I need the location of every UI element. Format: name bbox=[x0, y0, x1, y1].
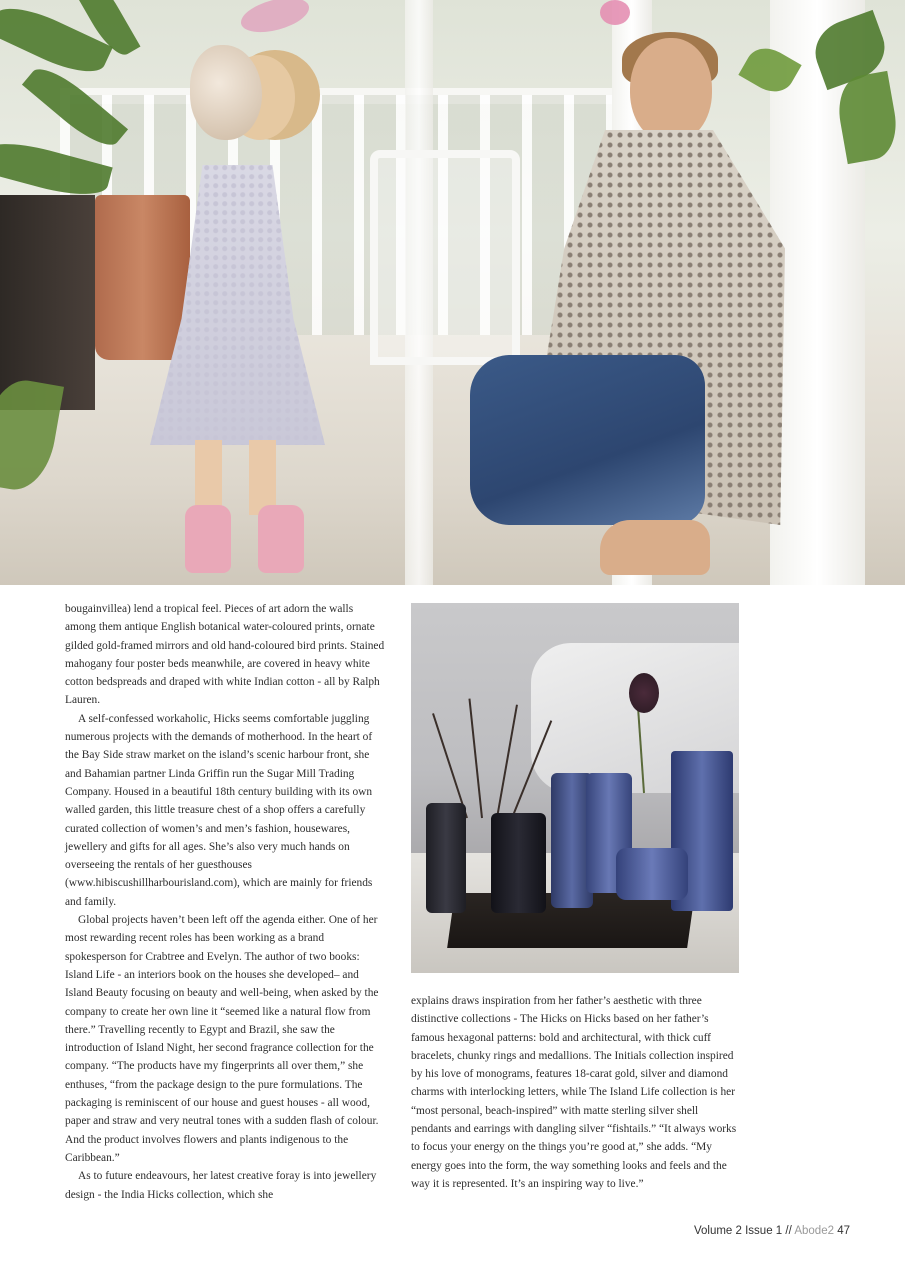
paragraph: As to future endeavours, her latest creative foray is into jewellery design - the India Hicks collection, which she bbox=[65, 1170, 377, 1201]
issue-label: Volume 2 Issue 1 // bbox=[693, 1225, 792, 1237]
article-column-left bbox=[65, 600, 385, 1204]
woman-jeans bbox=[470, 355, 705, 525]
woman-bare-feet bbox=[600, 520, 710, 575]
article-column-right bbox=[411, 992, 741, 1193]
magazine-name: Abode2 bbox=[794, 1225, 834, 1237]
terracotta-planter bbox=[95, 195, 190, 360]
page-footer bbox=[694, 1225, 850, 1237]
white-chair bbox=[370, 150, 520, 365]
orchid-flower bbox=[629, 673, 659, 713]
photo-india-hicks-products bbox=[411, 603, 739, 973]
pink-sneaker-left bbox=[185, 505, 231, 573]
black-candle bbox=[426, 803, 466, 913]
dark-wood-table bbox=[0, 195, 95, 410]
pink-sneaker-right bbox=[258, 505, 304, 573]
conch-shell bbox=[190, 45, 262, 140]
page-number: 47 bbox=[837, 1225, 850, 1237]
woman-head bbox=[630, 38, 712, 143]
paragraph: Global projects haven’t been left off the agenda either. One of her most rewarding recent roles has been working as a brand spokesperson for Crabtree and Evelyn. The author of two books: Island Life - an interiors book on the houses she developed– and Island Beauty focusing on beauty and well-being, when asked by the company to create her own line it “seemed like a natural flow from there.” Travelling recently to Egypt and Brazil, she saw the introduction of Island Night, her second fragrance collection for the company. “The products have my fingerprints all over them,” she enthuses, “from the package design to the pure formulations. The packaging is reminiscent of our house and guest houses - all wood, paper and straw and very neutral tones with a sudden flash of colour. And the product involves flowers and plants indigenous to the Caribbean.” bbox=[65, 914, 379, 1164]
paragraph: explains draws inspiration from her father’s aesthetic with three distinctive collections - The Hicks on Hicks based on her father’s famous hexagonal patterns: bold and architectural, with thick cuff bracelets, chunky rings and medallions. The Initials collection inspired by his love of monograms, features 18-carat gold, silver and diamond charms with interlocking letters, while The Island Life collection is her “most personal, beach-inspired” with matte sterling silver shell pendants and earrings with dangling silver “fishtails.” “It always works to focus your energy on the things you’re good at,” she adds. “My energy goes into the form, the way something looks and feels and the way it is represented. It’s an inspiring way to live.” bbox=[411, 995, 737, 1190]
blue-jar bbox=[616, 848, 688, 900]
paragraph: A self-confessed workaholic, Hicks seems comfortable juggling numerous projects with the demands of motherhood. In the heart of the Bay Side straw market on the island’s scenic harbour front, she and Bahamian partner Linda Griffin run the Sugar Mill Trading Company. Housed in a beautiful 18th century building with its own walled garden, this little treasure chest of a shop offers a carefully curated collection of women’s and men’s fashion, housewares, jewellery and gifts for all ages. She’s also very much hands on overseeing the rentals of her guesthouses (www.hibiscushillharbourisland.com), which are mainly for friends and family. bbox=[65, 712, 373, 908]
photo-woman-and-girl-on-veranda bbox=[0, 0, 905, 585]
reed-diffuser bbox=[491, 813, 546, 913]
paragraph: bougainvillea) lend a tropical feel. Pieces of art adorn the walls among them antique English botanical water-coloured prints, ornate gilded gold-framed mirrors and old hand-coloured bird prints. Stained mahogany four poster beds meanwhile, are covered in heavy white cotton bedspreads and draped with white Indian cotton - all by Ralph Lauren. bbox=[65, 603, 385, 707]
